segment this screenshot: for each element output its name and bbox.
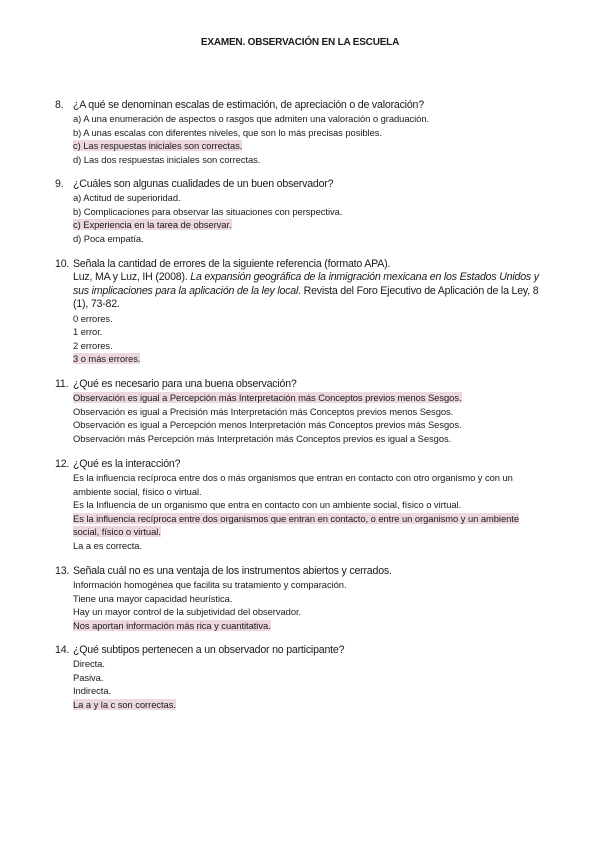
- option-text: Indirecta.: [73, 685, 112, 696]
- option-text: Es la influencia recíproca entre dos organismos que entran en contacto, o entre un organismo y un ambiente social, físico o virtual.: [73, 512, 520, 537]
- answer-option: [73, 418, 543, 432]
- option-text: b) Complicaciones para observar las situaciones con perspectiva.: [73, 205, 343, 217]
- option-text: a) Actitud de superioridad.: [73, 192, 181, 203]
- answer-option: [73, 339, 543, 353]
- option-text: Observación es igual a Precisión más Interpretación más Conceptos previos menos Sesgos.: [73, 405, 454, 417]
- question-body: [73, 271, 543, 366]
- option-text: d) Poca empatía.: [73, 232, 144, 244]
- answer-option: [73, 405, 543, 419]
- option-text: c) Las respuestas iniciales son correctas.: [73, 140, 243, 151]
- answer-option-highlighted: [73, 391, 543, 405]
- answer-option: [73, 205, 543, 219]
- answer-option: [73, 592, 543, 606]
- question-number: 12.: [55, 458, 70, 470]
- option-text: Observación es igual a Percepción más Interpretación más Conceptos previos menos Sesgos.: [73, 392, 462, 403]
- answer-option: [73, 312, 543, 326]
- question-body: [73, 391, 543, 445]
- question-14: [55, 643, 535, 711]
- option-text: d) Las dos respuestas iniciales son correctas.: [73, 153, 261, 165]
- option-text: 1 error.: [73, 326, 103, 337]
- question-text: Señala cuál no es una ventaja de los instrumentos abiertos y cerrados.: [73, 565, 392, 577]
- question-line: [55, 457, 535, 471]
- question-line: [55, 98, 535, 112]
- question-9: [55, 177, 535, 245]
- answer-option: [73, 232, 543, 246]
- apa-reference: Luz, MA y Luz, IH (2008). La expansión geográfica de la inmigración mexicana en los Estados Unidos y sus implicaciones para la aplicación de la ley local. Revista del Foro Ejecutivo de Aplicación de la Ley, 8 (1), 73-82.: [73, 271, 539, 310]
- question-number: 13.: [55, 565, 70, 577]
- answer-option: [73, 578, 543, 592]
- answer-option: [73, 432, 543, 446]
- option-text: Directa.: [73, 658, 105, 669]
- answer-option-highlighted: [73, 698, 543, 712]
- question-body: [73, 657, 543, 711]
- answer-option: [73, 126, 543, 140]
- question-line: [55, 257, 535, 271]
- question-text: Señala la cantidad de errores de la siguiente referencia (formato APA).: [73, 258, 391, 270]
- answer-option: [73, 498, 535, 512]
- answer-option: [73, 539, 535, 553]
- option-text: c) Experiencia en la tarea de observar.: [73, 219, 232, 230]
- answer-option-highlighted: [73, 218, 543, 232]
- option-text: Nos aportan información más rica y cuantitativa.: [73, 619, 271, 631]
- option-text: 3 o más errores.: [73, 353, 141, 364]
- option-text: Información homogénea que facilita su tratamiento y comparación.: [73, 579, 347, 590]
- answer-option: [73, 684, 543, 698]
- option-text: a) A una enumeración de aspectos o rasgos que admiten una valoración o graduación.: [73, 113, 430, 124]
- option-text: Es la influencia recíproca entre dos o más organismos que entran en contacto con otro organismo y con un ambiente social, físico o virtual.: [73, 472, 513, 497]
- answer-option-highlighted: [73, 352, 543, 366]
- question-body: [73, 578, 543, 632]
- option-text: Tiene una mayor capacidad heurística.: [73, 592, 233, 604]
- option-text: b) A unas escalas con diferentes niveles, que son lo más precisas posibles.: [73, 126, 382, 138]
- option-text: La a y la c son correctas.: [73, 698, 176, 710]
- question-line: [55, 377, 535, 391]
- question-line: [55, 564, 535, 578]
- document-title: EXAMEN. OBSERVACIÓN EN LA ESCUELA: [200, 37, 400, 48]
- option-text: Observación más Percepción más Interpretación más Conceptos previos es igual a Sesgos.: [73, 432, 452, 444]
- answer-option-highlighted: [73, 619, 543, 633]
- question-number: 11.: [55, 378, 69, 390]
- question-body: [73, 112, 543, 166]
- answer-option: [73, 153, 543, 167]
- answer-option: [73, 605, 543, 619]
- question-number: 10.: [55, 258, 70, 270]
- question-13: [55, 564, 535, 632]
- option-text: 2 errores.: [73, 339, 113, 351]
- question-text: ¿Qué es necesario para una buena observación?: [73, 378, 297, 390]
- question-body: [73, 191, 543, 245]
- answer-option: [73, 325, 543, 339]
- question-number: 14.: [55, 644, 70, 656]
- answer-option-highlighted: [73, 512, 535, 539]
- answer-option: [73, 657, 543, 671]
- question-line: [55, 177, 535, 191]
- answer-option: [73, 471, 535, 498]
- question-text: ¿Cuáles son algunas cualidades de un buen observador?: [73, 178, 334, 190]
- option-text: Es la Influencia de un organismo que entra en contacto con un ambiente social, físico o virtual.: [73, 499, 462, 510]
- question-8: [55, 98, 535, 166]
- question-line: [55, 643, 535, 657]
- answer-option: [73, 112, 543, 126]
- option-text: Pasiva.: [73, 671, 104, 683]
- option-text: Hay un mayor control de la subjetividad del observador.: [73, 606, 302, 617]
- question-text: ¿Qué subtipos pertenecen a un observador no participante?: [73, 644, 345, 656]
- option-text: 0 errores.: [73, 312, 113, 324]
- answer-option: [73, 191, 543, 205]
- question-text: ¿A qué se denominan escalas de estimación, de apreciación o de valoración?: [73, 99, 424, 111]
- question-body: [73, 471, 535, 552]
- option-text: Observación es igual a Percepción menos Interpretación más Conceptos previos más Sesgos.: [73, 419, 462, 430]
- question-10: [55, 257, 539, 366]
- answer-option-highlighted: [73, 139, 543, 153]
- question-number: 9.: [55, 178, 64, 190]
- option-text: La a es correcta.: [73, 539, 142, 551]
- question-11: [55, 377, 535, 445]
- question-number: 8.: [55, 99, 64, 111]
- question-text: ¿Qué es la interacción?: [73, 458, 181, 470]
- question-12: [55, 457, 535, 552]
- answer-option: [73, 671, 543, 685]
